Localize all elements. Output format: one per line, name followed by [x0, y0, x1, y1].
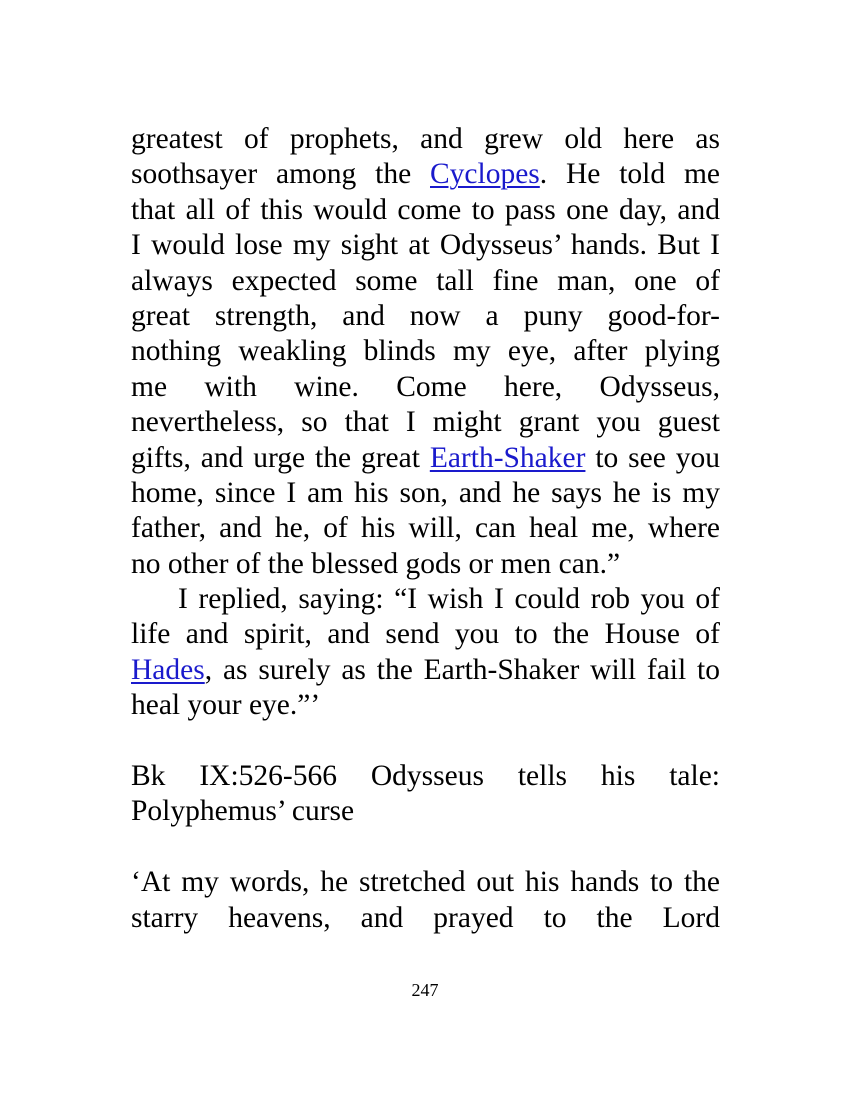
text-span: nevertheless, so that I might grant you guest	[131, 406, 720, 439]
paragraph-gap	[131, 724, 720, 759]
text-span: that all of this would come to pass one day, and	[131, 193, 720, 226]
text-line	[131, 901, 720, 936]
text-line	[131, 264, 720, 299]
text-line	[131, 617, 720, 652]
text-span: Bk IX:526-566 Odysseus tells his tale:	[131, 760, 720, 793]
text-span: Polyphemus’ curse	[131, 795, 355, 828]
text-span: starry heavens, and prayed to the Lord	[131, 901, 720, 934]
text-span: ‘At my words, he stretched out his hands to the	[131, 866, 720, 899]
text-line	[131, 794, 720, 829]
text-line	[131, 511, 720, 546]
text-span: life and spirit, and send you to the House of	[131, 618, 720, 651]
text-line	[131, 476, 720, 511]
text-line	[131, 157, 720, 192]
text-span: , as surely as the Earth-Shaker will fail to	[204, 653, 720, 686]
text-span: nothing weakling blinds my eye, after plying	[131, 335, 720, 368]
text-span: . He told me	[539, 158, 720, 191]
paragraph-gap	[131, 830, 720, 865]
text-span: home, since I am his son, and he says he is my	[131, 476, 720, 509]
text-span: soothsayer among the	[131, 158, 430, 191]
text-line	[131, 334, 720, 369]
text-line	[131, 865, 720, 900]
text-span: no other of the blessed gods or men can.”	[131, 547, 621, 580]
text-span: great strength, and now a puny good-for-	[131, 299, 720, 332]
text-line	[131, 653, 720, 688]
text-span: heal your eye.”’	[131, 689, 321, 722]
text-line	[131, 405, 720, 440]
text-span: me with wine. Come here, Odysseus,	[131, 370, 720, 403]
text-span: I would lose my sight at Odysseus’ hands. But I	[131, 229, 720, 262]
text-span: greatest of prophets, and grew old here as	[131, 123, 720, 155]
text-line	[131, 370, 720, 405]
glossary-link[interactable]: Earth-Shaker	[429, 441, 586, 474]
glossary-link[interactable]: Cyclopes	[430, 158, 540, 191]
text-line	[131, 193, 720, 228]
text-line	[131, 228, 720, 263]
page-number: 247	[411, 980, 439, 1000]
text-span: always expected some tall fine man, one of	[131, 264, 720, 297]
text-span: I replied, saying: “I wish I could rob you of	[178, 583, 720, 616]
text-span: gifts, and urge the great	[131, 441, 430, 474]
text-line	[131, 299, 720, 334]
text-line	[131, 759, 720, 794]
text-line	[131, 582, 720, 617]
text-line	[131, 547, 720, 582]
text-line	[131, 122, 720, 157]
text-line	[131, 441, 720, 476]
body-text	[131, 122, 720, 936]
text-span: to see you	[585, 441, 720, 474]
glossary-link[interactable]: Hades	[131, 653, 205, 686]
text-span: father, and he, of his will, can heal me, where	[131, 512, 720, 545]
text-line	[131, 688, 720, 723]
